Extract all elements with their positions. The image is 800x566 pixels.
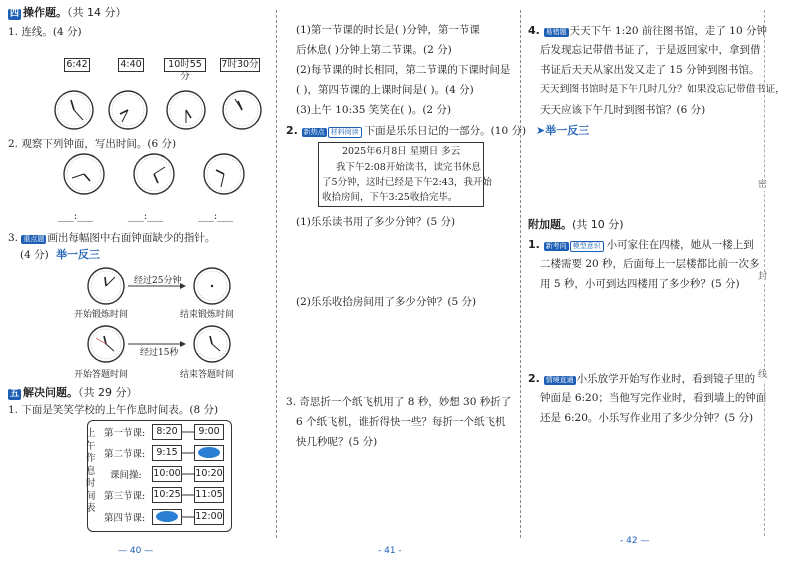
schedule-start-time: 8:20 — [152, 424, 182, 440]
seal-char-3: 线 — [758, 370, 768, 380]
p1-text: 1. 下面是笑笑学校的上午作息时间表。(8 分) — [8, 404, 219, 416]
q4-line-2: 后发现忘记带借书证了，于是返回家中，拿到借 — [540, 44, 761, 56]
mid-line-1: (1)第一节课的时长是( )分钟，第一节课 — [296, 24, 480, 36]
diary-header: 2025年6月8日 星期日 多云 — [342, 146, 461, 157]
schedule-row-name: 第一节课: — [104, 428, 146, 439]
clock-icon — [64, 154, 104, 194]
key-question-badge: 重点题 — [23, 235, 45, 243]
clock-icon — [167, 91, 205, 129]
bonus-q2-line-2: 钟面是 6:20；当他写完作业时，看到墙上的钟面 — [540, 392, 767, 404]
hot-topic-badge: 新热点 — [303, 128, 325, 136]
oval-blank-icon — [198, 447, 220, 458]
section-four-heading: 四 操作题。（共 14 分） — [10, 6, 127, 19]
time-label-3: 10时55分 — [164, 58, 206, 72]
bonus-heading: 附加题。(共 10 分) — [528, 218, 624, 231]
bonus-q1-line-2: 二楼需要 20 秒，后面每上一层楼都比前一次多 — [540, 258, 760, 270]
answer-blank-2[interactable]: ___:___ — [128, 210, 164, 222]
schedule-end-time-blank[interactable] — [194, 445, 224, 461]
clock-faces-row1 — [52, 88, 266, 132]
column-divider-1 — [276, 10, 277, 538]
sub-question-1: (1)乐乐读书用了多少分钟？(5 分) — [296, 216, 456, 228]
exercise-clocks — [80, 266, 260, 310]
time-label-1: 6:42 — [64, 58, 90, 72]
diary-line-1: 我下午2:08开始读书，读完书休息 — [336, 162, 481, 173]
schedule-end-time: 9:00 — [194, 424, 224, 440]
q1-text: 1. 连线。(4 分) — [8, 26, 82, 38]
schedule-start-time: 9:15 — [152, 445, 182, 461]
mid-q3-line-3: 快几秒呢？(5 分) — [296, 436, 378, 448]
caption-end-answer: 结束答题时间 — [180, 370, 235, 380]
q4-line-1: 4. 易错题 天天下午 1:20 前往图书馆，走了 10 分钟 — [528, 24, 767, 37]
clock-icon — [88, 268, 124, 304]
section-number-badge: 五 — [10, 389, 20, 399]
diary-line-3: 收拾房间，下午3:25收拾完毕。 — [322, 192, 458, 203]
q2-text: 2. 观察下列钟面，写出时间。(6 分) — [8, 138, 177, 150]
caption-start-exercise: 开始锻炼时间 — [74, 310, 129, 320]
bonus-q2-line-3: 还是 6:20。小乐写作业用了多少分钟？(5 分) — [540, 412, 754, 424]
mid-line-4: ( )，第四节课的上课时间是( )。(4 分) — [296, 84, 474, 96]
page-number-42: - 42 — — [620, 536, 650, 546]
arrow-label-25min: 经过25分钟 — [134, 276, 182, 286]
mid-q2-heading: 2. 新热点 材料阅读 下面是乐乐日记的一部分。(10 分) — [286, 124, 527, 137]
clock-icon — [223, 91, 261, 129]
arrow-label-15s: 经过15秒 — [140, 348, 179, 358]
schedule-row-name: 第四节课: — [104, 513, 146, 524]
time-label-2: 4:40 — [118, 58, 144, 72]
seal-char-2: 封 — [758, 272, 768, 282]
section-number-badge: 四 — [10, 9, 20, 19]
bonus-q1-line-3: 用 5 秒，小可到达四楼用了多少秒？(5 分) — [540, 278, 740, 290]
schedule-side-label: 上 午 作 息 时 间 表 — [86, 428, 96, 514]
clock-icon — [204, 154, 244, 194]
reading-badge: 材料阅读 — [328, 127, 362, 138]
schedule-start-time-blank[interactable] — [152, 509, 182, 525]
clock-icon — [194, 268, 230, 304]
error-prone-badge: 易错题 — [545, 28, 567, 36]
schedule-row-name: 课间操: — [110, 470, 142, 481]
bonus-q1-line-1: 1. 新考向 模型意识 小可家住在四楼，她从一楼上到 — [528, 238, 754, 251]
bonus-q2-line-1: 2. 情境直通 小乐放学开始写作业时，看到镜子里的 — [528, 372, 756, 385]
mid-line-5: (3)上午 10:35 笑笑在( )。(2 分) — [296, 104, 452, 116]
column-divider-2 — [520, 10, 521, 538]
follow-up-link[interactable]: 举一反三 — [56, 248, 101, 261]
answer-blank-1[interactable]: ___:___ — [58, 210, 94, 222]
oval-blank-icon — [156, 511, 178, 522]
schedule-end-time: 11:05 — [194, 487, 224, 503]
schedule-end-time: 12:00 — [194, 509, 224, 525]
schedule-start-time: 10:25 — [152, 487, 182, 503]
clock-faces-row2 — [62, 152, 252, 198]
mid-q3-line-1: 3. 奇思折一个纸飞机用了 8 秒，妙想 30 秒折了 — [286, 396, 512, 408]
clock-icon — [55, 91, 93, 129]
page-number-40: — 40 — — [118, 546, 154, 556]
sub-question-2: (2)乐乐收拾房间用了多少分钟？(5 分) — [296, 296, 477, 308]
caption-end-exercise: 结束锻炼时间 — [180, 310, 235, 320]
clock-icon — [109, 91, 147, 129]
caption-start-answer: 开始答题时间 — [74, 370, 129, 380]
q3-score-line: (4 分) 举一反三 — [20, 248, 101, 261]
q4-line-3: 书证后天天从家出发又走了 15 分钟到图书馆。 — [540, 64, 760, 76]
mid-line-3: (2)每节课的时长相同，第二节课的下课时间是 — [296, 64, 511, 76]
schedule-row-name: 第三节课: — [104, 491, 146, 502]
mid-q3-line-2: 6 个纸飞机，谁折得快一些？每折一个纸飞机 — [296, 416, 506, 428]
page-number-41: - 41 - — [378, 546, 402, 556]
answer-blank-3[interactable]: ___:___ — [198, 210, 234, 222]
model-badge: 模型意识 — [570, 241, 604, 252]
time-label-4: 7时30分 — [221, 59, 259, 70]
schedule-row-name: 第二节课: — [104, 449, 146, 460]
seal-char-1: 密 — [758, 180, 768, 190]
arrowhead-icon — [180, 341, 186, 347]
mid-line-2: 后休息( )分钟上第二节课。(2 分) — [296, 44, 452, 56]
follow-up-link-2[interactable]: ➤举一反三 — [536, 124, 590, 137]
clock-icon — [194, 326, 230, 362]
q4-line-4: 天天到图书馆时是下午几时几分？如果没忘记带借书证， — [540, 84, 785, 95]
context-badge: 情境直通 — [545, 376, 574, 384]
section-five-heading: 五 解决问题。（共 29 分） — [10, 386, 138, 399]
new-direction-badge: 新考向 — [545, 242, 567, 250]
q3-text: 3. 重点题 画出每幅图中右面钟面缺少的指针。 — [8, 232, 216, 244]
answer-clocks — [80, 324, 260, 368]
q4-line-5: 天天应该下午几时到图书馆？(6 分) — [540, 104, 706, 116]
schedule-end-time: 10:20 — [194, 466, 224, 482]
clock-icon — [88, 326, 124, 362]
schedule-start-time: 10:00 — [152, 466, 182, 482]
clock-icon — [134, 154, 174, 194]
diary-line-2: 了5分钟，这时已经是下午2:43，我开始 — [322, 177, 492, 188]
